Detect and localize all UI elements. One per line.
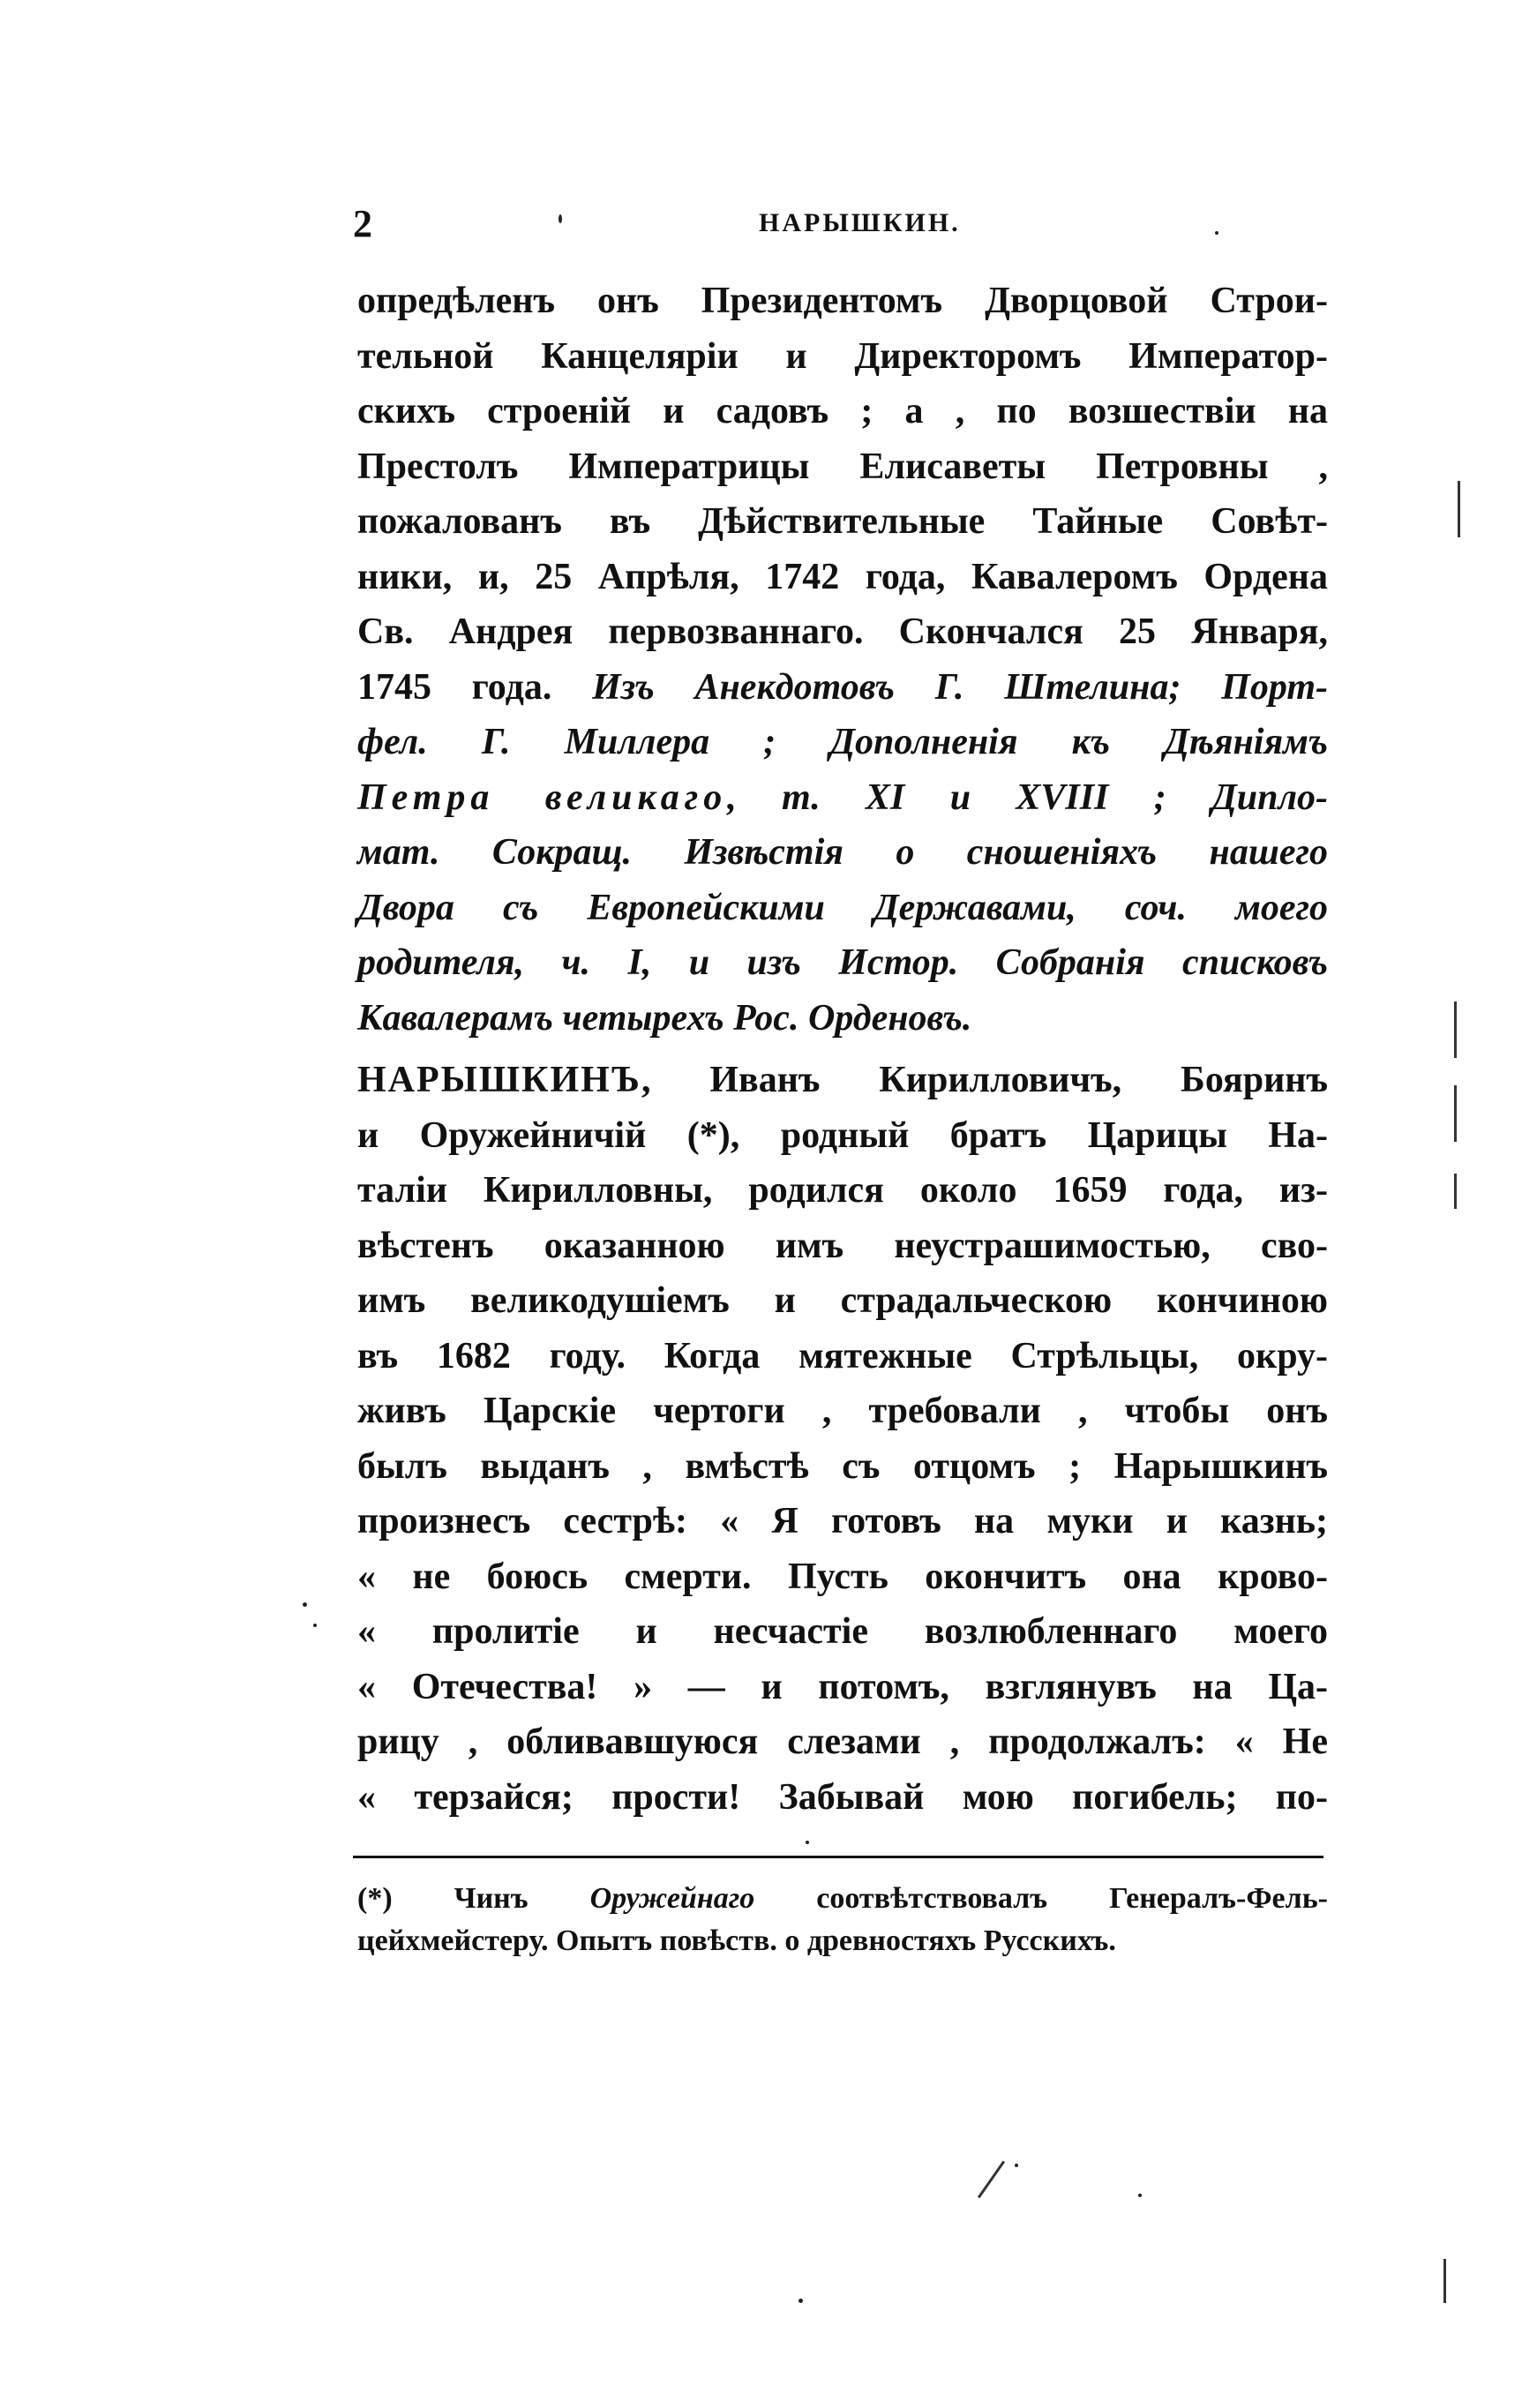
scan-mark bbox=[1454, 1174, 1457, 1209]
text-line: « не боюсь смерти. Пусть окончитъ она крово- bbox=[357, 1556, 1328, 1597]
text-line: тельной Канцеляріи и Директоромъ Император- bbox=[357, 335, 1328, 377]
text-line: вѣстенъ оказанною имъ неустрашимостью, сво- bbox=[357, 1225, 1328, 1266]
scan-mark bbox=[1454, 1085, 1457, 1142]
scan-speck bbox=[303, 1602, 307, 1607]
text-line: Престолъ Императрицы Елисаветы Петровны , bbox=[357, 446, 1328, 487]
footnote-line: цейхмейстеру. Опытъ повѣств. о древностяхъ Русскихъ. bbox=[357, 1924, 1116, 1957]
scan-speck bbox=[798, 2299, 803, 2303]
scan-mark bbox=[1443, 2259, 1446, 2303]
text-line: пожалованъ въ Дѣйствительные Тайные Совѣт- bbox=[357, 501, 1328, 542]
text-line: опредѣленъ онъ Президентомъ Дворцовой Строи- bbox=[357, 281, 1328, 321]
text-line: рицу , обливавшуюся слезами , продолжалъ: « Не bbox=[357, 1722, 1328, 1762]
footnote-line bbox=[357, 1878, 1328, 1920]
text-line: таліи Кирилловны, родился около 1659 года, из- bbox=[357, 1170, 1328, 1211]
text-line: « терзайся; прости! Забывай мою погибель; по- bbox=[357, 1776, 1328, 1818]
entry-naryshkin-ivan bbox=[357, 1053, 1328, 1825]
footnote-rule bbox=[353, 1856, 1323, 1858]
text-line: Св. Андрея первозваннаго. Скончался 25 Января, bbox=[357, 611, 1328, 652]
source-citation: Изъ Анекдотовъ Г. Штелина; Порт- bbox=[592, 666, 1329, 708]
source-citation-line: мат. Сокращ. Извѣстія о сношеніяхъ нашего bbox=[357, 832, 1328, 873]
text-line: скихъ строеній и садовъ ; а , по возшествіи на bbox=[357, 391, 1328, 431]
text-line: живъ Царскіе чертоги , требовали , чтобы онъ bbox=[357, 1391, 1328, 1431]
text-segment: , т. XI и XVIII ; Дипло- bbox=[727, 776, 1328, 818]
scan-speck bbox=[313, 1624, 317, 1627]
text-segment: , Иванъ Кирилловичъ, Бояринъ bbox=[641, 1060, 1328, 1100]
text-line: « пролитіе и несчастіе возлюбленнаго моего bbox=[357, 1611, 1328, 1652]
scan-mark bbox=[978, 2161, 1005, 2199]
text-line: имъ великодушіемъ и страдальческою кончиною bbox=[357, 1280, 1328, 1321]
scan-mark bbox=[1454, 1001, 1457, 1058]
source-citation-line: родителя, ч. I, и изъ Истор. Собранія списковъ bbox=[357, 942, 1328, 983]
source-citation-line: Двора съ Европейскими Державами, соч. моего bbox=[357, 887, 1328, 928]
text-segment: соотвѣтствовалъ Генералъ-Фель- bbox=[816, 1882, 1328, 1915]
page-header bbox=[353, 201, 1319, 254]
source-citation-line: фел. Г. Миллера ; Дополненія къ Дѣяніямъ bbox=[357, 722, 1328, 762]
page-number: 2 bbox=[353, 202, 372, 245]
running-head: НАРЫШКИН. bbox=[759, 208, 961, 237]
scan-speck bbox=[806, 1841, 809, 1844]
text-line bbox=[357, 660, 1328, 716]
footnote-marker: (*) Чинъ bbox=[357, 1882, 529, 1915]
scan-speck bbox=[1138, 2194, 1142, 2197]
text-line bbox=[357, 1053, 1328, 1108]
text-line: и Оружейничій (*), родный братъ Царицы На- bbox=[357, 1114, 1328, 1156]
text-line: въ 1682 году. Когда мятежные Стрѣльцы, окру- bbox=[357, 1335, 1328, 1377]
text-line: произнесъ сестрѣ: « Я готовъ на муки и казнь; bbox=[357, 1501, 1328, 1542]
scan-speck bbox=[1015, 2164, 1018, 2167]
footnote-term: Оружейнаго bbox=[589, 1882, 755, 1915]
entry-heading: НАРЫШКИНЪ bbox=[357, 1060, 641, 1100]
source-citation-line: Кавалерамъ четырехъ Рос. Орденовъ. bbox=[357, 997, 972, 1039]
source-citation-line bbox=[357, 770, 1328, 826]
text-line: « Отечества! » — и потомъ, взглянувъ на Ца- bbox=[357, 1666, 1328, 1707]
scan-speck bbox=[559, 214, 562, 223]
scan-speck bbox=[1215, 231, 1218, 235]
text-segment: 1745 года. bbox=[357, 666, 552, 708]
text-line: былъ выданъ , вмѣстѣ съ отцомъ ; Нарышкинъ bbox=[357, 1445, 1328, 1487]
entry-continuation bbox=[357, 274, 1328, 1046]
text-line: ники, и, 25 Апрѣля, 1742 года, Кавалеромъ Ордена bbox=[357, 556, 1328, 597]
source-title: Петра великаго bbox=[357, 776, 728, 818]
scan-mark bbox=[1458, 481, 1460, 537]
footnote bbox=[357, 1878, 1328, 1962]
